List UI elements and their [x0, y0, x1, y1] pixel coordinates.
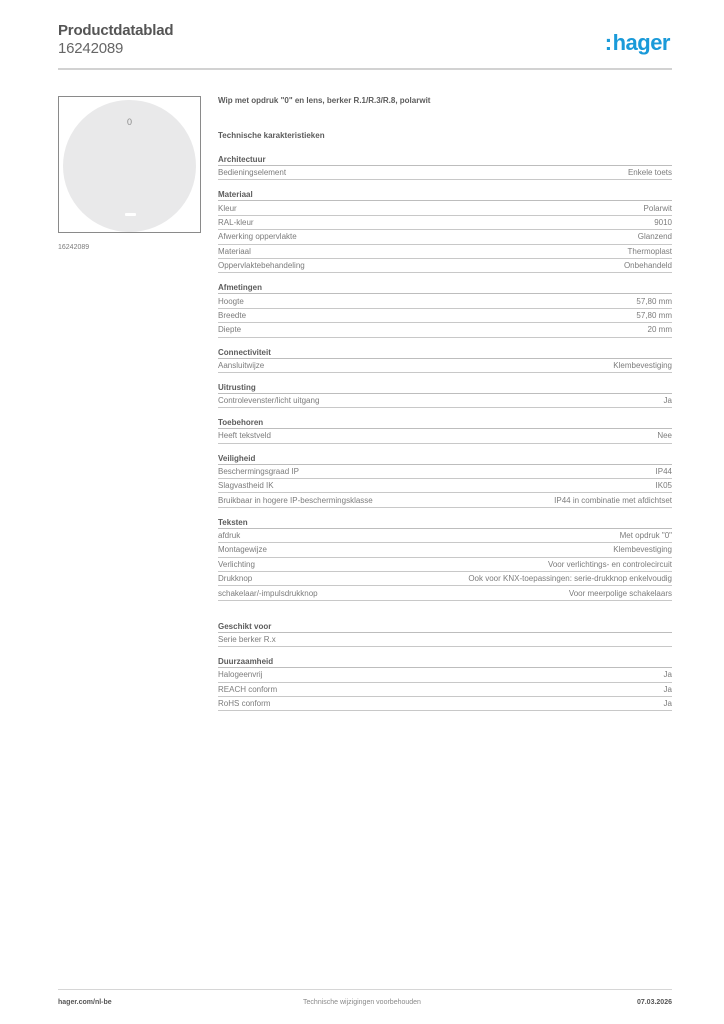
spec-content: [218, 96, 672, 711]
tech-characteristics-title: Technische karakteristieken: [218, 131, 325, 140]
header-divider: [58, 68, 672, 70]
product-image: [58, 96, 201, 233]
spec-row: [218, 529, 672, 543]
lens-indicator-icon: [125, 213, 136, 216]
spec-value: 57,80 mm: [636, 296, 672, 306]
spec-row: [218, 323, 672, 337]
spec-label: Bedieningselement: [218, 168, 287, 178]
spec-row: [218, 668, 672, 682]
product-name: Wip met opdruk "0" en lens, berker R.1/R.3/R.8, polarwit: [218, 96, 431, 105]
section-title: Toebehoren: [218, 417, 672, 429]
spec-value: Ja: [663, 670, 672, 680]
section-title: Architectuur: [218, 154, 672, 166]
section-architectuur: [218, 154, 672, 180]
spec-row: [218, 259, 672, 273]
spec-row: [218, 309, 672, 323]
spec-label: Verlichting: [218, 559, 255, 569]
spec-value: 20 mm: [647, 325, 672, 335]
spec-row: [218, 586, 672, 600]
spec-value: Klembevestiging: [613, 360, 672, 370]
spec-label: Hoogte: [218, 296, 244, 306]
spec-value: IP44: [655, 466, 672, 476]
spec-value: Thermoplast: [627, 246, 672, 256]
section-toebehoren: [218, 417, 672, 443]
spec-label: Oppervlaktebehandeling: [218, 261, 305, 271]
section-materiaal: [218, 189, 672, 273]
section-title: Geschikt voor: [218, 621, 672, 633]
spec-row: [218, 166, 672, 180]
footer-divider: [58, 989, 672, 990]
spec-row: [218, 572, 672, 586]
spec-label: Serie berker R.x: [218, 635, 276, 644]
spec-value: Met opdruk "0": [619, 531, 672, 541]
section-title: Veiligheid: [218, 453, 672, 465]
footer-disclaimer: Technische wijzigingen voorbehouden: [303, 999, 421, 1006]
rocker-switch-disc: [63, 100, 196, 232]
spec-value: Voor verlichtings- en controlecircuit: [547, 559, 672, 569]
section-title: Connectiviteit: [218, 347, 672, 359]
spec-value: Polarwit: [643, 203, 672, 213]
spec-label: Breedte: [218, 310, 247, 320]
spec-value: Ja: [663, 684, 672, 694]
spec-label: REACH conform: [218, 684, 278, 694]
spec-value: Onbehandeld: [623, 261, 672, 271]
spec-label: Montagewijze: [218, 545, 267, 555]
section-teksten: [218, 517, 672, 601]
spec-row: [218, 479, 672, 493]
spec-row: [218, 543, 672, 557]
spec-label: RAL-kleur: [218, 217, 254, 227]
spec-row: [218, 683, 672, 697]
spec-label: Heeft tekstveld: [218, 431, 271, 441]
spec-row: [218, 201, 672, 215]
spec-label: Materiaal: [218, 246, 251, 256]
logo-text: hager: [612, 30, 670, 55]
section-title: Uitrusting: [218, 382, 672, 394]
product-number: 16242089: [58, 40, 124, 57]
section-afmetingen: [218, 282, 672, 337]
spec-value: 57,80 mm: [636, 310, 672, 320]
spec-label: Halogeenvrij: [218, 670, 263, 680]
spec-label: Beschermingsgraad IP: [218, 466, 299, 476]
spec-row: [218, 394, 672, 408]
spec-label: Controlevenster/licht uitgang: [218, 396, 320, 406]
document-title: Productdatablad: [58, 22, 174, 39]
spec-label: Slagvastheid IK: [218, 481, 274, 491]
section-title: Duurzaamheid: [218, 656, 672, 668]
spec-row: [218, 230, 672, 244]
spec-value: Nee: [657, 431, 672, 441]
spec-row: [218, 359, 672, 373]
spec-row: [218, 429, 672, 443]
spec-row: [218, 216, 672, 230]
spec-row: [218, 294, 672, 308]
spec-value: Ook voor KNX-toepassingen: serie-drukknop enkelvoudig: [468, 574, 672, 584]
hager-logo: [605, 30, 670, 56]
spec-label: Afwerking oppervlakte: [218, 232, 297, 242]
zero-imprint-mark: 0: [127, 117, 133, 127]
section-title: Teksten: [218, 517, 672, 529]
spec-label: Aansluitwijze: [218, 360, 265, 370]
section-connectiviteit: [218, 347, 672, 373]
section-veiligheid: [218, 453, 672, 508]
spec-label: schakelaar/-impulsdrukknop: [218, 588, 318, 598]
section-geschikt-voor: [218, 621, 672, 647]
image-caption: 16242089: [58, 244, 90, 251]
spec-value: 9010: [654, 217, 672, 227]
section-duurzaamheid: [218, 656, 672, 711]
spec-label: Kleur: [218, 203, 237, 213]
spec-value: Ja: [663, 699, 672, 709]
spec-value: Glanzend: [637, 232, 672, 242]
logo-colon: :: [604, 30, 612, 55]
page-header: [58, 22, 672, 62]
section-uitrusting: [218, 382, 672, 408]
spec-row: [218, 558, 672, 572]
spec-value: Ja: [663, 396, 672, 406]
footer-date: 07.03.2026: [636, 999, 672, 1006]
spec-value: Enkele toets: [627, 168, 672, 178]
spec-label: Drukknop: [218, 574, 253, 584]
spec-value: Voor meerpolige schakelaars: [568, 588, 672, 598]
section-title: Afmetingen: [218, 282, 672, 294]
spec-label: Bruikbaar in hogere IP-beschermingsklasse: [218, 495, 373, 505]
spec-value: Klembevestiging: [613, 545, 672, 555]
spec-label: Diepte: [218, 325, 242, 335]
section-title: Materiaal: [218, 189, 672, 201]
spec-row: [218, 465, 672, 479]
spec-label: RoHS conform: [218, 699, 271, 709]
spec-value: IK05: [655, 481, 672, 491]
spec-row: [218, 245, 672, 259]
spec-row: [218, 493, 672, 507]
spec-row: [218, 633, 672, 647]
spec-value: IP44 in combinatie met afdichtset: [554, 495, 672, 505]
footer-website-link[interactable]: hager.com/nl-be: [58, 999, 112, 1006]
spec-label: afdruk: [218, 531, 241, 541]
spec-row: [218, 697, 672, 711]
